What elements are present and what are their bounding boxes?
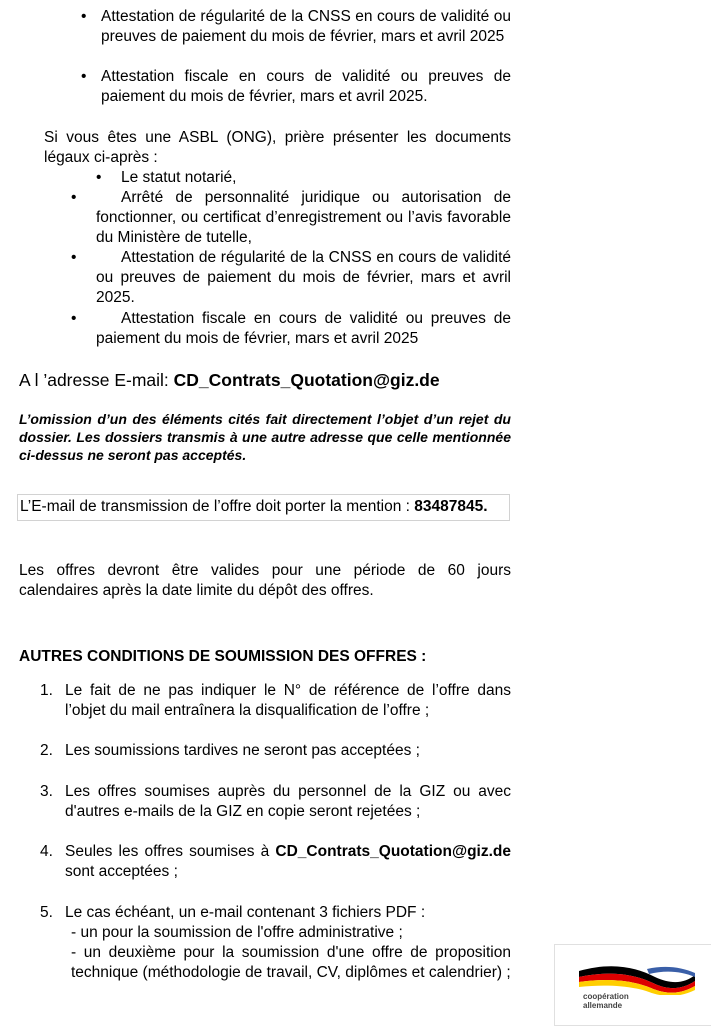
condition-item: 5. Le cas échéant, un e-mail contenant 3 fichiers PDF : bbox=[40, 904, 426, 921]
email-address[interactable]: CD_Contrats_Quotation@giz.de bbox=[173, 370, 440, 390]
condition-item: 3. Les offres soumises auprès du personnel de la GIZ ou avec d'autres e-mails de la GIZ en copie seront rejetées ; bbox=[40, 783, 511, 820]
bullet-icon: • bbox=[71, 189, 77, 206]
bullet-icon: • bbox=[81, 8, 87, 25]
condition-number: 2. bbox=[40, 742, 53, 759]
bullet-item: • Attestation fiscale en cours de validité ou preuves de paiement du mois de février, mars et avril 2025. bbox=[81, 68, 511, 105]
bullet-icon: • bbox=[71, 310, 77, 327]
condition-number: 4. bbox=[40, 843, 53, 860]
condition-number: 3. bbox=[40, 783, 53, 800]
bullet-item: • Attestation de régularité de la CNSS en cours de validité ou preuves de paiement du mois de février, mars et avril 2025 bbox=[81, 8, 511, 45]
condition-item: 1. Le fait de ne pas indiquer le N° de référence de l’offre dans l’objet du mail entraînera la disqualification de l’offre ; bbox=[40, 682, 511, 719]
bullet-item: • Attestation fiscale en cours de validité ou preuves de paiement du mois de février, mars et avril 2025 bbox=[71, 310, 511, 347]
bullet-icon: • bbox=[81, 68, 87, 85]
mention-number: 83487845. bbox=[414, 498, 488, 515]
warning-text: L’omission d’un des éléments cités fait directement l’objet d’un rejet du dossier. Les dossiers transmis à une autre adresse que celle mentionnée ci-dessus ne seront pas acceptés. bbox=[19, 411, 511, 463]
condition-subitem: - un deuxième pour la soumission d'une offre de proposition technique (méthodologie de travail, CV, diplômes et calendrier) ; bbox=[71, 944, 511, 981]
asbl-intro: Si vous êtes une ASBL (ONG), prière présenter les documents légaux ci-après : bbox=[44, 129, 511, 166]
bullet-icon: • bbox=[96, 169, 102, 186]
logo-text: coopération allemande bbox=[583, 992, 629, 1010]
condition-item: 2. Les soumissions tardives ne seront pas acceptées ; bbox=[40, 742, 420, 759]
bullet-item: • Attestation de régularité de la CNSS en cours de validité ou preuves de paiement du mois de février, mars et avril 2025. bbox=[71, 249, 511, 306]
logo-box bbox=[554, 944, 711, 1026]
mention-box bbox=[17, 494, 510, 521]
condition-number: 5. bbox=[40, 904, 53, 921]
condition-number: 1. bbox=[40, 682, 53, 699]
mention-text: L’E-mail de transmission de l’offre doit porter la mention : bbox=[20, 498, 415, 515]
condition-email[interactable]: CD_Contrats_Quotation@giz.de bbox=[275, 843, 511, 860]
validity-text: Les offres devront être valides pour une période de 60 jours calendaires après la date limite du dépôt des offres. bbox=[19, 562, 511, 599]
email-prefix: A l ’adresse E-mail: bbox=[19, 370, 174, 390]
condition-subitem: - un pour la soumission de l'offre administrative ; bbox=[71, 924, 403, 941]
bullet-icon: • bbox=[71, 249, 77, 266]
cooperation-logo-icon bbox=[577, 961, 697, 995]
email-line bbox=[19, 370, 519, 390]
condition-item: 4. Seules les offres soumises à CD_Contrats_Quotation@giz.de sont acceptées ; bbox=[40, 843, 511, 880]
bullet-item: • Le statut notarié, bbox=[96, 169, 237, 186]
conditions-heading: AUTRES CONDITIONS DE SOUMISSION DES OFFRES : bbox=[19, 648, 427, 665]
bullet-item: • Arrêté de personnalité juridique ou autorisation de fonctionner, ou certificat d’enregistrement ou l’avis favorable du Ministère de tutelle, bbox=[71, 189, 511, 246]
